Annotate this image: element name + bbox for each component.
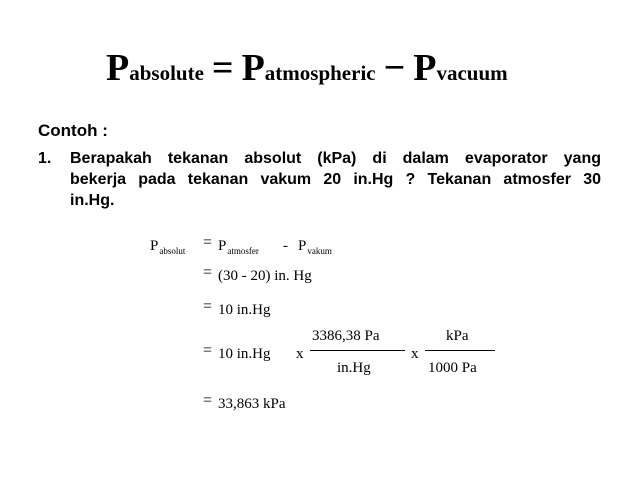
solution-minus: - xyxy=(283,238,288,254)
fraction-1-numerator: 3386,38 Pa xyxy=(312,328,380,344)
solution-result: 33,863 kPa xyxy=(218,396,286,412)
question-number: 1. xyxy=(38,150,52,167)
formula-p-vacuum: P xyxy=(413,47,437,89)
equals-sign-3: = xyxy=(203,298,213,315)
equals-sign-1: = xyxy=(203,234,213,251)
question-line-1: Berapakah tekanan absolut (kPa) di dalam evaporator yang xyxy=(70,150,601,167)
question-line-2: bekerja pada tekanan vakum 20 in.Hg ? Tekanan atmosfer 30 xyxy=(70,171,601,188)
example-heading: Contoh : xyxy=(38,121,108,140)
fraction-2-denominator: 1000 Pa xyxy=(428,360,477,376)
solution-p-atmosfer: $P_{atmosfer}$ xyxy=(218,238,259,256)
fraction-1-bar xyxy=(310,350,405,351)
equals-sign-5: = xyxy=(203,392,213,409)
formula-sub-vacuum: vacuum xyxy=(436,61,508,85)
formula-minus: − xyxy=(383,47,406,89)
formula-sub-absolute: absolute xyxy=(129,61,204,85)
fraction-1-denominator: in.Hg xyxy=(337,360,371,376)
solution-p-absolut: $P_{absolut}$ xyxy=(150,238,186,256)
solution-line-4-lead: 10 in.Hg xyxy=(218,346,271,362)
fraction-2-numerator: kPa xyxy=(446,328,469,344)
solution-p-vakum: $P_{vakum}$ xyxy=(298,238,332,256)
formula-p-atmospheric: P xyxy=(241,47,265,89)
times-sign-1: x xyxy=(296,346,304,362)
solution-line-3: 10 in.Hg xyxy=(218,302,271,318)
times-sign-2: x xyxy=(411,346,419,362)
main-formula xyxy=(106,46,508,90)
question-line-3: in.Hg. xyxy=(70,192,115,209)
formula-equals: = xyxy=(211,47,234,89)
equals-sign-2: = xyxy=(203,264,213,281)
formula-sub-atmospheric: atmospheric xyxy=(264,61,376,85)
fraction-2-bar xyxy=(425,350,495,351)
equals-sign-4: = xyxy=(203,342,213,359)
formula-p-absolute: P xyxy=(106,47,130,89)
solution-line-2: (30 - 20) in. Hg xyxy=(218,268,312,284)
